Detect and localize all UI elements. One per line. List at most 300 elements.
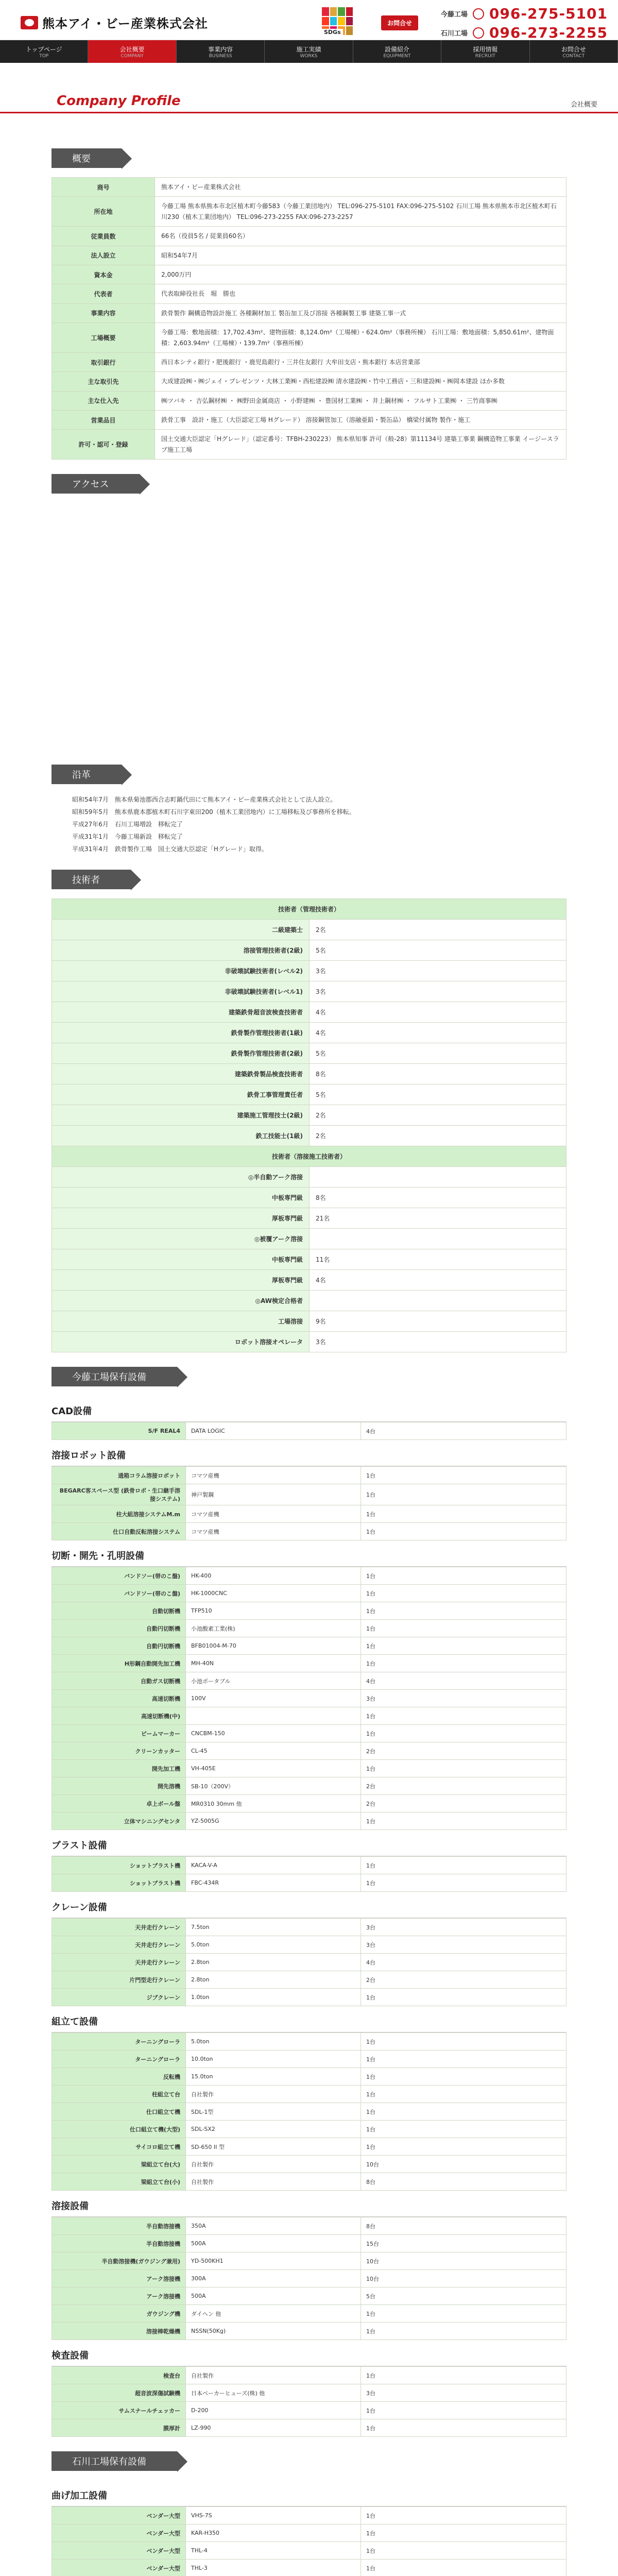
nav-item[interactable] (353, 40, 441, 63)
equipment-row (52, 1857, 566, 1874)
equipment-quantity: 1台 (361, 2323, 566, 2340)
profile-key: 代表者 (52, 284, 155, 303)
equipment-model: 自社製作 (186, 2156, 361, 2173)
equipment-model: YZ-5005G (186, 1812, 361, 1830)
equipment-row (52, 1936, 566, 1954)
equipment-category-title: 組立て設備 (52, 2010, 566, 2032)
profile-row (52, 303, 566, 323)
equipment-model: SDL-1型 (186, 2103, 361, 2121)
phone-numbers (431, 5, 608, 43)
engineer-qualification: 非破壊試験技術者(レベル2) (52, 961, 310, 981)
engineer-qualification: ◎半自動アーク溶接 (52, 1167, 310, 1188)
equipment-model: コマツ産機 (186, 1505, 361, 1523)
equipment-quantity: 2台 (361, 1795, 566, 1812)
equipment-model: HK-400 (186, 1567, 361, 1585)
equipment-row (52, 1989, 566, 2006)
equipment-model (186, 1707, 361, 1725)
profile-row (52, 323, 566, 353)
history-item: 平成27年6月 石川工場増設 移転完了 (72, 821, 183, 828)
equipment-quantity: 10台 (361, 2252, 566, 2270)
equipment-quantity: 1台 (361, 2402, 566, 2419)
profile-value: 鉄骨製作 鋼構造物設計施工 各種鋼材加工 製缶加工及び溶接 各種鋼製工事 建築工事一式 (155, 303, 566, 323)
profile-row (52, 430, 566, 460)
engineers-row (52, 1332, 566, 1352)
nav-item-sublabel: EQUIPMENT (383, 53, 411, 59)
nav-item[interactable] (0, 40, 88, 63)
engineer-qualification: 溶接管理技術者(2級) (52, 940, 310, 961)
access-map[interactable] (52, 503, 566, 750)
imafuji-equipment (52, 1400, 566, 2437)
equipment-quantity: 2台 (361, 1777, 566, 1795)
nav-item[interactable] (265, 40, 353, 63)
equipment-category-title: 検査設備 (52, 2344, 566, 2366)
equipment-name: ガウジング機 (52, 2305, 186, 2323)
equipment-row (52, 2050, 566, 2068)
equipment-quantity: 1台 (361, 1467, 566, 1484)
section-heading-history: 沿革 (52, 765, 122, 784)
engineer-count: 4名 (310, 1002, 566, 1023)
engineers-row (52, 1084, 566, 1105)
engineer-qualification: 鉄骨製作管理技術者(2級) (52, 1043, 310, 1064)
equipment-model: 日本ベーカーヒューズ(株) 他 (186, 2384, 361, 2402)
equipment-row (52, 2524, 566, 2542)
equipment-model: NSSN(50Kg) (186, 2323, 361, 2340)
equipment-row (52, 1690, 566, 1707)
equipment-quantity: 1台 (361, 1725, 566, 1742)
main-content (52, 113, 566, 2576)
equipment-row (52, 1954, 566, 1971)
equipment-quantity: 1台 (361, 1874, 566, 1892)
engineer-count: 5名 (310, 1043, 566, 1064)
equipment-row (52, 1484, 566, 1505)
equipment-row (52, 1585, 566, 1602)
equipment-name: 自動ガス切断機 (52, 1672, 186, 1690)
engineer-qualification: 鉄骨工事管理責任者 (52, 1084, 310, 1105)
history-item: 昭和54年7月 熊本県菊池郡西合志町鍋代田にて熊本アイ・ビー産業株式会社として法人設立。 (72, 796, 337, 804)
equipment-name: 立体マシニングセンタ (52, 1812, 186, 1830)
profile-value: 大成建設㈱・㈱ジェイ・プレゼンツ・大林工業㈱・西松建設㈱ 清水建設㈱・竹中工務店・三和建設㈱・㈱岡本建設 ほか多数 (155, 372, 566, 391)
nav-item-label: 設備紹介 (384, 45, 409, 53)
equipment-category-title: 切断・開先・孔明設備 (52, 1545, 566, 1567)
engineer-qualification: 工場溶接 (52, 1311, 310, 1332)
equipment-name: 仕口組立て機 (52, 2103, 186, 2121)
equipment-name: 検査台 (52, 2367, 186, 2384)
engineer-count: 2名 (310, 1105, 566, 1126)
equipment-name: 反転機 (52, 2068, 186, 2086)
profile-row (52, 391, 566, 410)
equipment-model: VH-405E (186, 1760, 361, 1777)
equipment-model: SB-10（200V） (186, 1777, 361, 1795)
nav-item[interactable] (88, 40, 176, 63)
profile-key: 従業員数 (52, 227, 155, 246)
equipment-quantity: 4台 (361, 1672, 566, 1690)
equipment-row (52, 2235, 566, 2252)
engineers-row (52, 981, 566, 1002)
equipment-quantity: 1台 (361, 1707, 566, 1725)
engineer-qualification: 建築施工管理技士(2級) (52, 1105, 310, 1126)
equipment-quantity: 1台 (361, 1655, 566, 1672)
engineer-count: 3名 (310, 1332, 566, 1352)
equipment-row (52, 2103, 566, 2121)
equipment-name: ベンダー大型 (52, 2524, 186, 2542)
equipment-name: 柱大組溶接システムM.m (52, 1505, 186, 1523)
equipment-row (52, 2270, 566, 2287)
equipment-quantity: 2台 (361, 1742, 566, 1760)
company-profile-table (52, 177, 566, 460)
engineers-row (52, 940, 566, 961)
engineer-qualification: ロボット溶接オペレータ (52, 1332, 310, 1352)
equipment-category-title: 溶接設備 (52, 2195, 566, 2217)
equipment-row (52, 1637, 566, 1655)
phone-number[interactable]: 096-273-2255 (489, 24, 608, 41)
equipment-name: H形鋼自動開先加工機 (52, 1655, 186, 1672)
profile-value: 国土交通大臣認定「Hグレード」（認定番号：TFBH-230223） 熊本県知事 許可（般-28）第11134号 建築工事業 鋼構造物工事業 イージースラブ施工工場 (155, 430, 566, 460)
equipment-model: D-200 (186, 2402, 361, 2419)
engineers-row (52, 1311, 566, 1332)
engineers-row (52, 1229, 566, 1249)
equipment-model: 1.0ton (186, 1989, 361, 2006)
nav-item-sublabel: CONTACT (562, 53, 585, 59)
equipment-name: 天井走行クレーン (52, 1936, 186, 1954)
equipment-row (52, 2086, 566, 2103)
equipment-name: 自動円切断機 (52, 1620, 186, 1637)
equipment-row (52, 1795, 566, 1812)
equipment-name: 梁組立て台(大) (52, 2156, 186, 2173)
equipment-quantity: 4台 (361, 1422, 566, 1440)
equipment-model: ダイヘン 他 (186, 2305, 361, 2323)
equipment-model: DATA LOGIC (186, 1422, 361, 1440)
profile-key: 資本金 (52, 265, 155, 284)
equipment-quantity: 1台 (361, 1585, 566, 1602)
logo-icon (21, 16, 38, 29)
equipment-row (52, 1777, 566, 1795)
engineer-count: 9名 (310, 1311, 566, 1332)
site-header (0, 0, 618, 40)
nav-item-sublabel: COMPANY (121, 53, 144, 59)
equipment-model: VHS-7S (186, 2507, 361, 2524)
equipment-model: 自社製作 (186, 2086, 361, 2103)
equipment-row (52, 1655, 566, 1672)
equipment-name: 超音波深傷試験機 (52, 2384, 186, 2402)
equipment-quantity: 1台 (361, 1989, 566, 2006)
page-title: Company Profile (57, 93, 181, 109)
section-heading-ishikawa-equipment: 石川工場保有設備 (52, 2451, 177, 2471)
equipment-quantity: 4台 (361, 1954, 566, 1971)
equipment-model: 7.5ton (186, 1919, 361, 1936)
equipment-model: TFP510 (186, 1602, 361, 1620)
equipment-table (52, 2032, 566, 2191)
engineers-row (52, 1167, 566, 1188)
history-item: 平成31年4月 鉄骨製作工場 国土交通大臣認定「Hグレード」取得。 (72, 845, 268, 853)
equipment-name: 梁組立て台(小) (52, 2173, 186, 2191)
nav-item-sublabel: RECRUIT (475, 53, 495, 59)
profile-row (52, 178, 566, 197)
profile-key: 主な仕入先 (52, 391, 155, 410)
profile-row (52, 411, 566, 430)
nav-item-sublabel: BUSINESS (209, 53, 232, 59)
phone-number[interactable]: 096-275-5101 (489, 5, 608, 22)
history-item: 平成31年1月 今藤工場新設 移転完了 (72, 833, 183, 841)
equipment-quantity: 1台 (361, 1637, 566, 1655)
equipment-name: 仕口組立て機(大型) (52, 2121, 186, 2138)
page-title-bar (0, 89, 618, 113)
equipment-name: ビームマーカー (52, 1725, 186, 1742)
engineers-row (52, 1270, 566, 1291)
equipment-quantity: 1台 (361, 2033, 566, 2050)
profile-value: 鉄骨工事 設計・施工（大臣認定工場 Hグレード） 溶接鋼管加工（溶融亜鉛・製缶品） 橋梁付属物 製作・施工 (155, 411, 566, 430)
history-list (52, 793, 566, 855)
equipment-quantity: 3台 (361, 2384, 566, 2402)
equipment-table (52, 2217, 566, 2340)
global-nav (0, 40, 618, 63)
equipment-name: ベンダー大型 (52, 2507, 186, 2524)
equipment-quantity: 1台 (361, 1484, 566, 1505)
engineer-qualification: 中板専門級 (52, 1249, 310, 1270)
equipment-name: ショットブラスト機 (52, 1857, 186, 1874)
profile-key: 取引銀行 (52, 352, 155, 371)
section-heading-overview: 概要 (52, 148, 122, 168)
equipment-quantity: 1台 (361, 1602, 566, 1620)
profile-row (52, 372, 566, 391)
equipment-model: 500A (186, 2287, 361, 2305)
phone-icon (473, 27, 484, 39)
equipment-row (52, 1523, 566, 1540)
equipment-model: 神戸製鋼 (186, 1484, 361, 1505)
equipment-table (52, 1918, 566, 2006)
company-name: 熊本アイ・ビー産業株式会社 (42, 16, 208, 31)
equipment-row (52, 2305, 566, 2323)
equipment-table (52, 1567, 566, 1830)
nav-item-label: トップページ (25, 45, 62, 53)
nav-item-label: 採用情報 (473, 45, 498, 53)
nav-item[interactable] (530, 40, 618, 63)
equipment-table (52, 1466, 566, 1540)
equipment-quantity: 1台 (361, 1857, 566, 1874)
equipment-quantity: 1台 (361, 2524, 566, 2542)
equipment-quantity: 1台 (361, 2305, 566, 2323)
equipment-row (52, 1620, 566, 1637)
profile-row (52, 284, 566, 303)
profile-key: 所在地 (52, 197, 155, 227)
equipment-row (52, 2287, 566, 2305)
profile-key: 商号 (52, 178, 155, 197)
equipment-name: 高速切断機 (52, 1690, 186, 1707)
equipment-row (52, 2402, 566, 2419)
sdgs-label: SDGs (322, 29, 343, 36)
engineer-qualification: 二級建築士 (52, 920, 310, 940)
equipment-model: HK-1000CNC (186, 1585, 361, 1602)
nav-item[interactable] (177, 40, 265, 63)
equipment-category-title: 曲げ加工設備 (52, 2484, 566, 2506)
phone-icon (473, 8, 484, 20)
profile-row (52, 227, 566, 246)
profile-row (52, 197, 566, 227)
engineers-row (52, 1023, 566, 1043)
engineers-row (52, 1064, 566, 1084)
equipment-model: 5.0ton (186, 1936, 361, 1954)
equipment-name: 半自動溶接機(ガウジング兼用) (52, 2252, 186, 2270)
equipment-table (52, 2366, 566, 2437)
profile-value: 昭和54年7月 (155, 246, 566, 265)
equipment-name: サイコロ組立て機 (52, 2138, 186, 2156)
equipment-quantity: 5台 (361, 2287, 566, 2305)
equipment-name: 自動切断機 (52, 1602, 186, 1620)
profile-key: 法人設立 (52, 246, 155, 265)
equipment-row (52, 1672, 566, 1690)
profile-value: 66名（役員5名 / 従業員60名） (155, 227, 566, 246)
engineer-count: 2名 (310, 1126, 566, 1146)
breadcrumb[interactable]: 会社概要 (570, 101, 597, 109)
equipment-row (52, 1567, 566, 1585)
equipment-row (52, 2367, 566, 2384)
phone-row[interactable] (431, 5, 608, 22)
engineers-group-title: 技術者（管理技術者） (52, 899, 566, 920)
equipment-name: 天井走行クレーン (52, 1954, 186, 1971)
engineers-group-header (52, 899, 566, 920)
equipment-row (52, 2419, 566, 2437)
engineers-row (52, 961, 566, 981)
equipment-name: 仕口自動反転溶接システム (52, 1523, 186, 1540)
ishikawa-equipment (52, 2484, 566, 2576)
engineer-count: 3名 (310, 981, 566, 1002)
equipment-row (52, 1742, 566, 1760)
equipment-quantity: 1台 (361, 2086, 566, 2103)
equipment-row (52, 2252, 566, 2270)
engineers-row (52, 1043, 566, 1064)
phone-row[interactable] (431, 24, 608, 41)
equipment-name: バンドソー(帯のこ盤) (52, 1567, 186, 1585)
equipment-quantity: 10台 (361, 2156, 566, 2173)
equipment-quantity: 8台 (361, 2217, 566, 2235)
engineers-row (52, 1291, 566, 1311)
equipment-name: 天井走行クレーン (52, 1919, 186, 1936)
engineer-count: 5名 (310, 940, 566, 961)
company-logo[interactable] (21, 13, 208, 31)
equipment-row (52, 1725, 566, 1742)
equipment-model: 10.0ton (186, 2050, 361, 2068)
equipment-row (52, 2507, 566, 2524)
equipment-row (52, 2138, 566, 2156)
equipment-quantity: 1台 (361, 2367, 566, 2384)
equipment-quantity: 10台 (361, 2270, 566, 2287)
equipment-row (52, 2121, 566, 2138)
equipment-quantity: 1台 (361, 1567, 566, 1585)
equipment-model: KAR-H350 (186, 2524, 361, 2542)
engineers-row (52, 1002, 566, 1023)
equipment-model: 100V (186, 1690, 361, 1707)
profile-value: 今藤工場：敷地面積：17,702.43m²、建物面積：8,124.0m²（工場棟）・624.0m²（事務所棟） 石川工場：敷地面積：5,850.61m²、建物面積：2,603.94m²（工場棟）・139.7m²（事務所棟） (155, 323, 566, 353)
equipment-model: THL-4 (186, 2542, 361, 2560)
nav-item-label: 事業内容 (208, 45, 233, 53)
engineer-count (310, 1291, 566, 1311)
equipment-name: サムスナールチェッカー (52, 2402, 186, 2419)
equipment-model: 500A (186, 2235, 361, 2252)
equipment-row (52, 2033, 566, 2050)
equipment-name: バンドソー(帯のこ盤) (52, 1585, 186, 1602)
equipment-quantity: 1台 (361, 2542, 566, 2560)
equipment-category-title: ブラスト設備 (52, 1834, 566, 1856)
engineer-count: 4名 (310, 1270, 566, 1291)
equipment-row (52, 2156, 566, 2173)
equipment-category-title: クレーン設備 (52, 1896, 566, 1918)
phone-label: 今藤工場 (440, 11, 468, 19)
equipment-quantity: 1台 (361, 2560, 566, 2576)
profile-row (52, 265, 566, 284)
equipment-model: コマツ産機 (186, 1523, 361, 1540)
equipment-model: 2.8ton (186, 1954, 361, 1971)
profile-value: 熊本アイ・ビー産業株式会社 (155, 178, 566, 197)
equipment-model: FBC-434R (186, 1874, 361, 1892)
equipment-name: 開先加工機 (52, 1760, 186, 1777)
section-heading-imafuji-equipment: 今藤工場保有設備 (52, 1367, 177, 1386)
equipment-model: MH-40N (186, 1655, 361, 1672)
engineer-qualification: 鉄工技能士(1級) (52, 1126, 310, 1146)
engineer-count: 8名 (310, 1188, 566, 1208)
equipment-model: 自社製作 (186, 2173, 361, 2191)
equipment-model: 小池酸素工業(株) (186, 1620, 361, 1637)
equipment-name: ターニングローラ (52, 2033, 186, 2050)
equipment-row (52, 2068, 566, 2086)
equipment-name: アーク溶接機 (52, 2270, 186, 2287)
engineer-qualification: 厚板専門級 (52, 1208, 310, 1229)
equipment-name: 柱組立て台 (52, 2086, 186, 2103)
equipment-model: LZ-990 (186, 2419, 361, 2437)
profile-key: 許可・認可・登録 (52, 430, 155, 460)
equipment-table (52, 1422, 566, 1440)
profile-key: 工場概要 (52, 323, 155, 353)
equipment-row (52, 1467, 566, 1484)
equipment-name: 開先溶機 (52, 1777, 186, 1795)
engineer-qualification: 建築鉄骨超音波検査技術者 (52, 1002, 310, 1023)
equipment-name: BEGARC客スペース型 (鉄骨ロボ・生口継手溶接システム) (52, 1484, 186, 1505)
profile-key: 営業品目 (52, 411, 155, 430)
equipment-model: 小池ポータブル (186, 1672, 361, 1690)
equipment-category-title: CAD設備 (52, 1400, 566, 1422)
equipment-quantity: 1台 (361, 1523, 566, 1540)
equipment-row (52, 2173, 566, 2191)
equipment-name: 自動円切断機 (52, 1637, 186, 1655)
nav-item-sublabel: WORKS (300, 53, 318, 59)
equipment-row (52, 1812, 566, 1830)
equipment-quantity: 3台 (361, 1919, 566, 1936)
equipment-row (52, 1422, 566, 1440)
engineers-row (52, 1208, 566, 1229)
equipment-row (52, 2560, 566, 2576)
equipment-quantity: 2台 (361, 1971, 566, 1989)
profile-value: 代表取締役社長 堀 勝也 (155, 284, 566, 303)
equipment-model: THL-3 (186, 2560, 361, 2576)
contact-button[interactable]: お問合せ (381, 15, 418, 30)
engineer-count: 8名 (310, 1064, 566, 1084)
engineer-qualification: 厚板専門級 (52, 1270, 310, 1291)
equipment-quantity: 8台 (361, 2173, 566, 2191)
equipment-quantity: 1台 (361, 1505, 566, 1523)
equipment-quantity: 1台 (361, 2138, 566, 2156)
engineer-qualification: 中板専門級 (52, 1188, 310, 1208)
equipment-model: 自社製作 (186, 2367, 361, 2384)
profile-row (52, 246, 566, 265)
equipment-model: BFB01004-M-70 (186, 1637, 361, 1655)
engineer-count: 3名 (310, 961, 566, 981)
equipment-name: 半自動溶接機 (52, 2235, 186, 2252)
engineers-group-title: 技術者（溶接施工技術者） (52, 1146, 566, 1167)
engineer-count (310, 1167, 566, 1188)
equipment-model: 350A (186, 2217, 361, 2235)
equipment-quantity: 1台 (361, 2068, 566, 2086)
equipment-model: YD-500KH1 (186, 2252, 361, 2270)
nav-item[interactable] (441, 40, 529, 63)
equipment-row (52, 2542, 566, 2560)
